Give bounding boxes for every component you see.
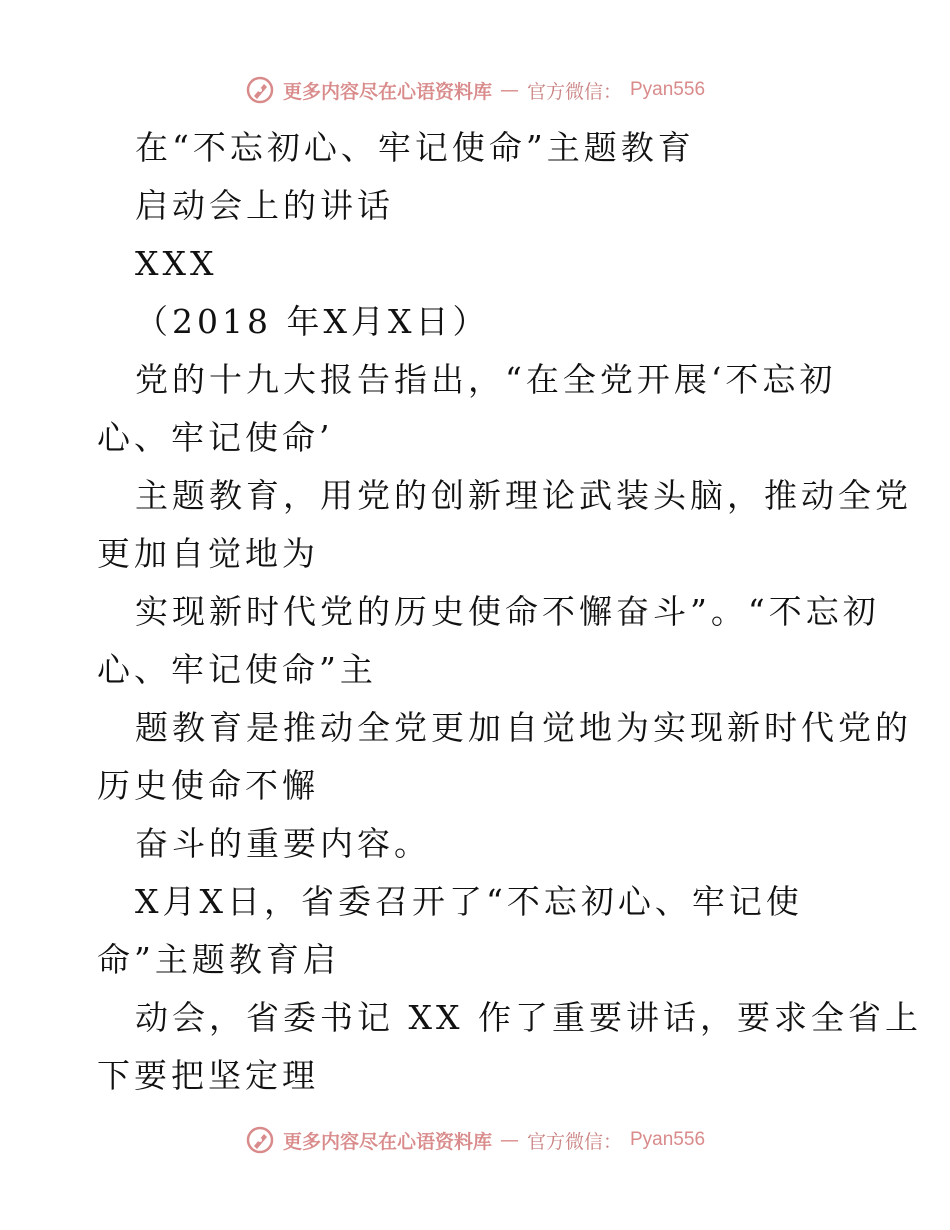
title-line-1: 在“不忘初心、牢记使命”主题教育 — [135, 128, 695, 167]
paragraph-line: 历史使命不懈 — [97, 766, 319, 805]
watermark-site-text: 更多内容尽在心语资料库 — [282, 80, 492, 103]
author-line: XXX — [135, 244, 218, 283]
paragraph-line: 实现新时代党的历史使命不懈奋斗”。“不忘初 — [135, 592, 880, 631]
paragraph-line: X月X日，省委召开了“不忘初心、牢记使 — [135, 882, 803, 921]
date-line: （2018 年X月X日） — [135, 302, 490, 341]
paragraph-line: 主题教育，用党的创新理论武装头脑，推动全党 — [135, 476, 912, 515]
watermark-label: 官方微信： — [526, 1130, 622, 1153]
watermark-dash: — — [499, 1129, 519, 1151]
paragraph-line: 心、牢记使命”主 — [97, 650, 377, 689]
watermark-id: Pyan556 — [630, 1129, 706, 1150]
paragraph-line: 题教育是推动全党更加自觉地为实现新时代党的 — [135, 708, 912, 747]
paragraph-line: 心、牢记使命’ — [97, 418, 334, 457]
pen-nib-logo-icon — [245, 1125, 275, 1155]
watermark-label: 官方微信： — [526, 80, 622, 103]
watermark-dash: — — [499, 79, 519, 101]
paragraph-line: 党的十九大报告指出，“在全党开展‘不忘初 — [135, 360, 837, 399]
paragraph-line: 更加自觉地为 — [97, 534, 319, 573]
paragraph-line: 奋斗的重要内容。 — [135, 824, 431, 863]
watermark-site-text: 更多内容尽在心语资料库 — [282, 1130, 492, 1153]
title-line-2: 启动会上的讲话 — [135, 186, 394, 225]
pen-nib-logo-icon — [245, 75, 275, 105]
header-watermark — [0, 70, 950, 110]
paragraph-line: 下要把坚定理 — [97, 1056, 319, 1095]
paragraph-line: 动会，省委书记 XX 作了重要讲话，要求全省上 — [135, 998, 922, 1037]
watermark-id: Pyan556 — [630, 79, 706, 100]
paragraph-line: 命”主题教育启 — [97, 940, 340, 979]
footer-watermark — [0, 1120, 950, 1160]
